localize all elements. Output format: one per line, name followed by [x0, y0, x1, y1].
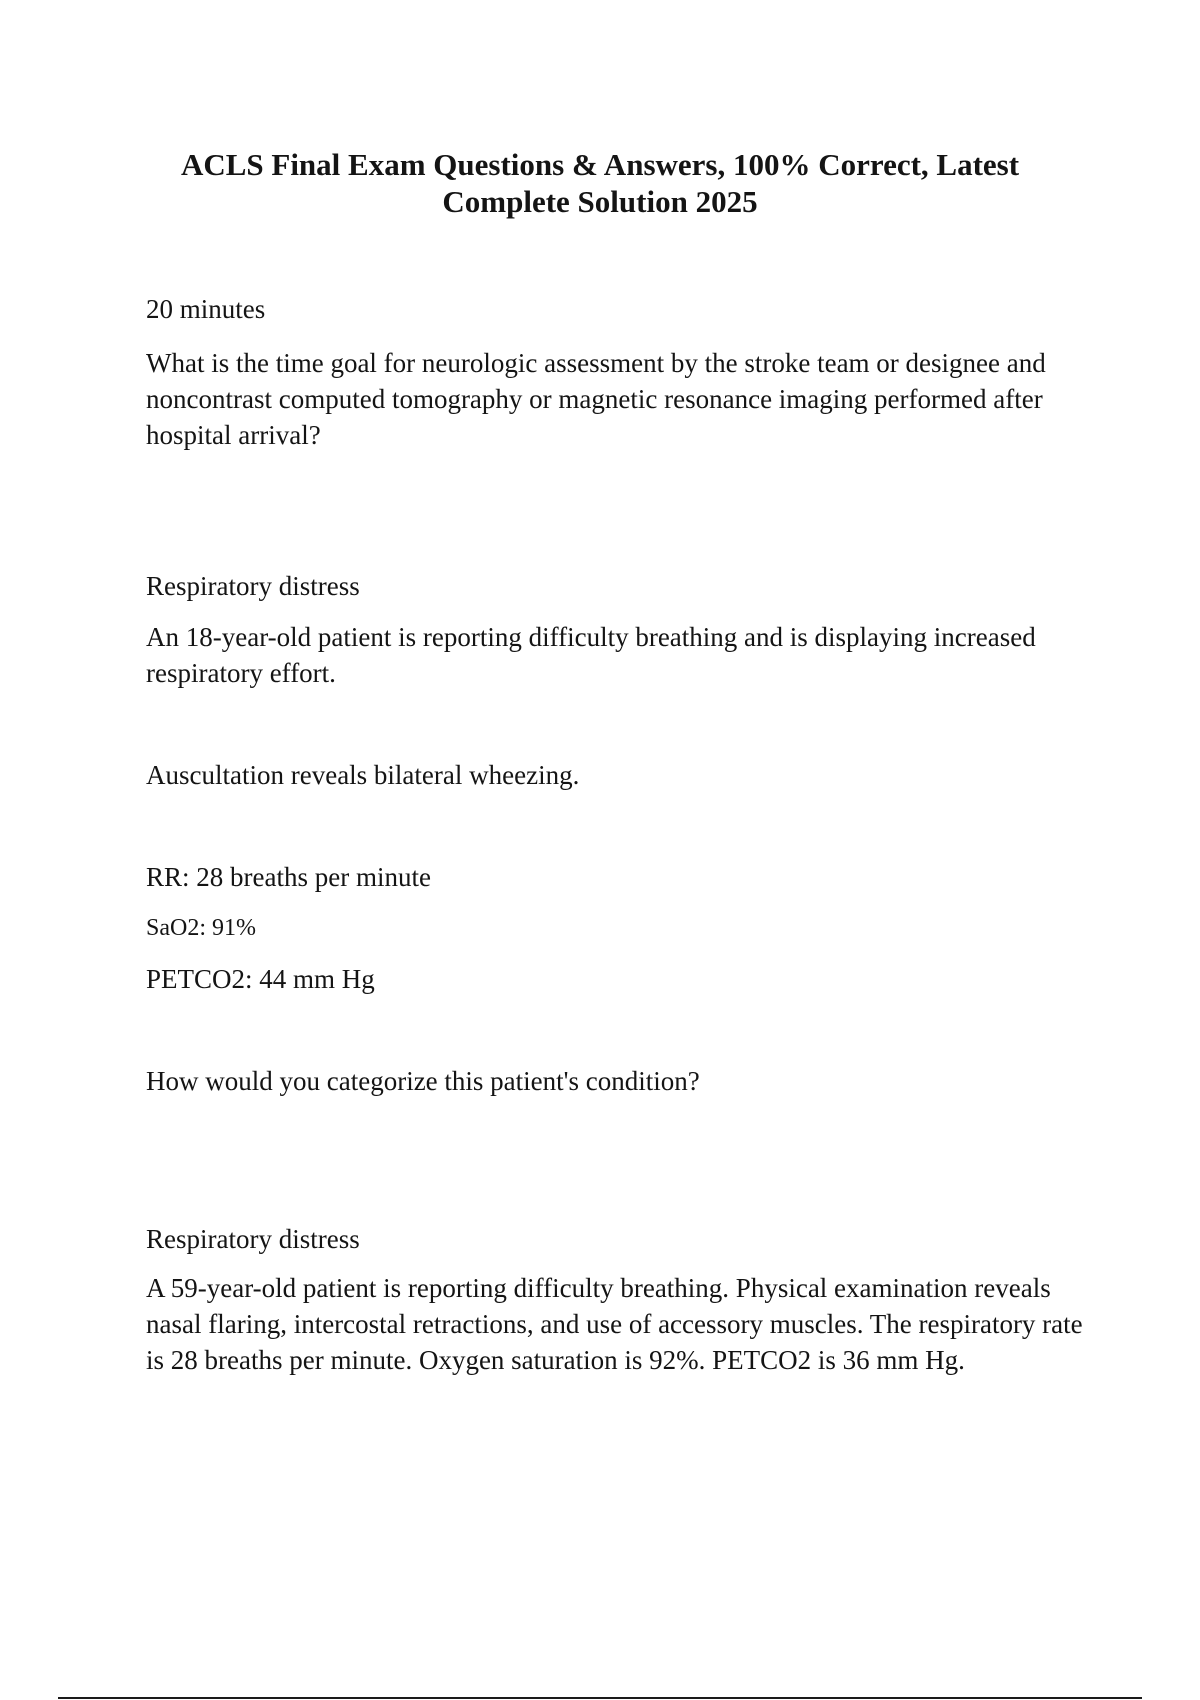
question-prompt: How would you categorize this patient's condition?: [146, 1066, 700, 1096]
question-text: What is the time goal for neurologic assessment by the stroke team or designee and noncontrast computed tomography or magnetic resonance imaging performed after hospital arrival?: [146, 348, 1046, 450]
vital-respiratory-rate: RR: 28 breaths per minute: [146, 862, 431, 892]
answer-text: 20 minutes: [146, 294, 266, 324]
question-text: A 59-year-old patient is reporting difficulty breathing. Physical examination reveals nasal flaring, intercostal retractions, and use of accessory muscles. The respiratory rate is 28 breaths per minute. Oxygen saturation is 92%. PETCO2 is 36 mm Hg.: [146, 1273, 1083, 1375]
answer-text: Respiratory distress: [146, 571, 360, 601]
document-title: ACLS Final Exam Questions & Answers, 100% Correct, Latest Complete Solution 2025: [180, 147, 1020, 219]
question-text: An 18-year-old patient is reporting difficulty breathing and is displaying increased respiratory effort.: [146, 622, 1036, 688]
footer-divider: [58, 1697, 1142, 1699]
vital-oxygen-saturation: SaO2: 91%: [146, 915, 256, 941]
vital-petco2: PETCO2: 44 mm Hg: [146, 964, 375, 994]
answer-text: Respiratory distress: [146, 1224, 360, 1254]
finding-text: Auscultation reveals bilateral wheezing.: [146, 760, 580, 790]
